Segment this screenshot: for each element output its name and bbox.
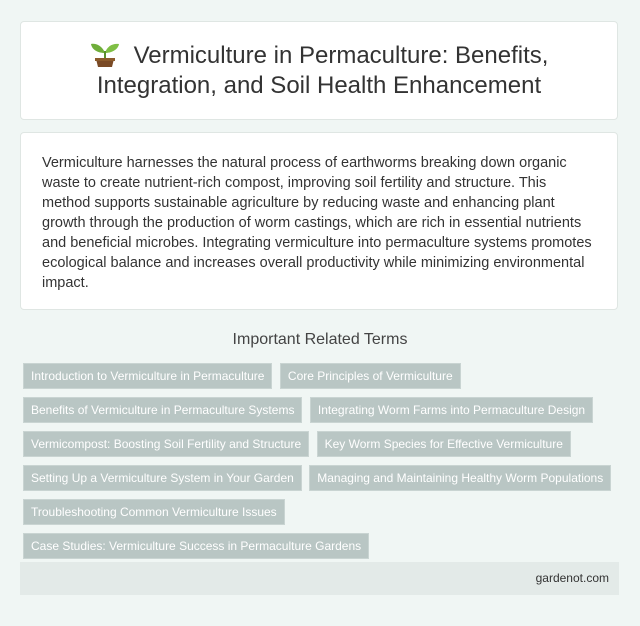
term-tag[interactable]: Core Principles of Vermiculture [280, 363, 461, 389]
footer [20, 562, 619, 595]
term-tag[interactable]: Case Studies: Vermiculture Success in Permaculture Gardens [23, 533, 369, 559]
footer-site-link[interactable]: gardenot.com [535, 571, 609, 585]
term-tag[interactable]: Managing and Maintaining Healthy Worm Populations [309, 465, 611, 491]
related-terms-heading: Important Related Terms [232, 331, 408, 348]
term-tag[interactable]: Introduction to Vermiculture in Permaculture [23, 363, 272, 389]
intro-card [20, 132, 618, 310]
intro-paragraph: Vermiculture harnesses the natural process of earthworms breaking down organic waste to create nutrient-rich compost, improving soil fertility and structure. This method supports sustainable agriculture by reducing waste and enhancing plant growth through the production of worm castings, which are rich in essential nutrients and beneficial microbes. Integrating vermiculture into permaculture systems promotes ecological balance and increases overall productivity while minimizing environmental impact. [42, 155, 592, 291]
seedling-icon [90, 41, 120, 67]
page-title [21, 41, 617, 101]
term-tag[interactable]: Troubleshooting Common Vermiculture Issues [23, 499, 285, 525]
related-terms-list [23, 363, 623, 567]
term-tag[interactable]: Key Worm Species for Effective Vermiculture [317, 431, 571, 457]
term-tag[interactable]: Vermicompost: Boosting Soil Fertility and Structure [23, 431, 309, 457]
term-tag[interactable]: Integrating Worm Farms into Permaculture Design [310, 397, 593, 423]
term-tag[interactable]: Setting Up a Vermiculture System in Your Garden [23, 465, 302, 491]
term-tag[interactable]: Benefits of Vermiculture in Permaculture Systems [23, 397, 302, 423]
page-title-text: Vermiculture in Permaculture: Benefits, Integration, and Soil Health Enhancement [96, 41, 549, 99]
title-card [20, 21, 618, 120]
